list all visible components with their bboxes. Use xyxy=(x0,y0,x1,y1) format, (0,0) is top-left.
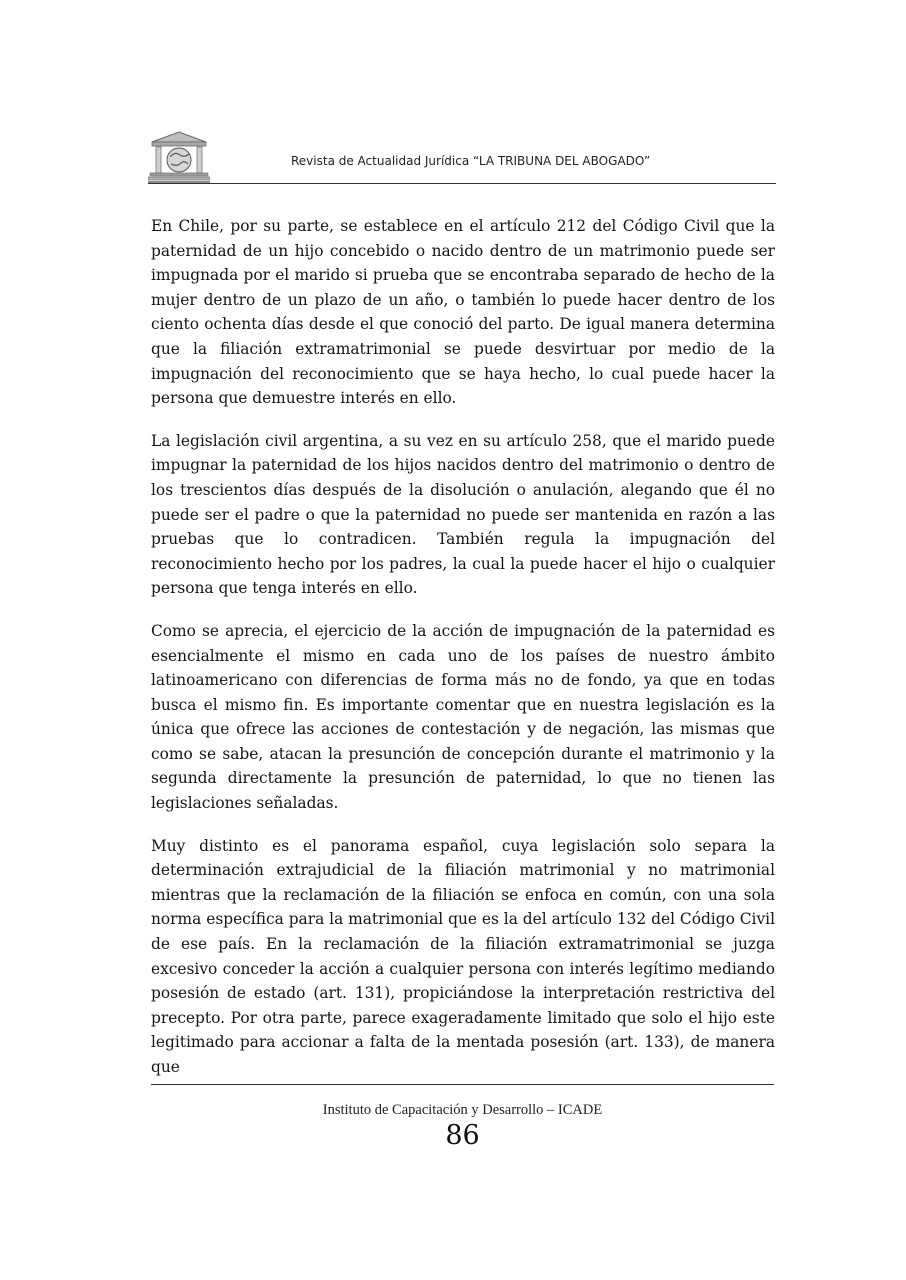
page-header xyxy=(148,126,776,184)
article-body xyxy=(151,214,775,1080)
footer-divider xyxy=(151,1084,774,1085)
paragraph-spain: Muy distinto es el panorama español, cuya legislación solo separa la determinación extrajudicial de la filiación matrimonial y no matrimonial mientras que la reclamación de la filiación se enfoca en común, con una sola norma específica para la matrimonial que es la del artículo 132 del Código Civil de ese país. En la reclamación de la filiación extramatrimonial se juzga excesivo conceder la acción a cualquier persona con interés legítimo mediando posesión de estado (art. 131), propiciándose la interpretación restrictiva del precepto. Por otra parte, parece exageradamente limitado que solo el hijo este legitimado para accionar a falta de la mentada posesión (art. 133), de manera que xyxy=(151,836,775,1076)
page-number: 86 xyxy=(445,1120,480,1151)
footer-institute: Instituto de Capacitación y Desarrollo – ICADE xyxy=(322,1102,603,1118)
paragraph-chile: En Chile, por su parte, se establece en el artículo 212 del Código Civil que la paternidad de un hijo concebido o nacido dentro de un matrimonio puede ser impugnada por el marido si prueba que se encontraba separado de hecho de la mujer dentro de un plazo de un año, o también lo puede hacer dentro de los ciento ochenta días desde el que conoció del parto. De igual manera determina que la filiación extramatrimonial se puede desvirtuar por medio de la impugnación del reconocimiento que se haya hecho, lo cual puede hacer la persona que demuestre interés en ello. xyxy=(151,217,775,408)
paragraph-comparison: Como se aprecia, el ejercicio de la acción de impugnación de la paternidad es esencialmente el mismo en cada uno de los países de nuestro ámbito latinoamericano con diferencias de forma más no de fondo, ya que en todas busca el mismo fin. Es importante comentar que en nuestra legislación es la única que ofrece las acciones de contestación y de negación, las mismas que como se sabe, atacan la presunción de concepción durante el matrimonio y la segunda directamente la presunción de paternidad, lo que no tienen las legislaciones señaladas. xyxy=(151,621,775,813)
journal-title: Revista de Actualidad Jurídica “LA TRIBUNA DEL ABOGADO” xyxy=(291,154,651,168)
institution-globe-logo xyxy=(148,130,210,184)
paragraph-argentina: La legislación civil argentina, a su vez en su artículo 258, que el marido puede impugnar la paternidad de los hijos nacidos dentro del matrimonio o dentro de los trescientos días después de la disolución o anulación, alegando que él no puede ser el padre o que la paternidad no puede ser mantenida en razón a las pruebas que lo contradicen. También regula la impugnación del reconocimiento hecho por los padres, la cual la puede hacer el hijo o cualquier persona que tenga interés en ello. xyxy=(151,431,775,598)
header-divider xyxy=(148,183,776,184)
